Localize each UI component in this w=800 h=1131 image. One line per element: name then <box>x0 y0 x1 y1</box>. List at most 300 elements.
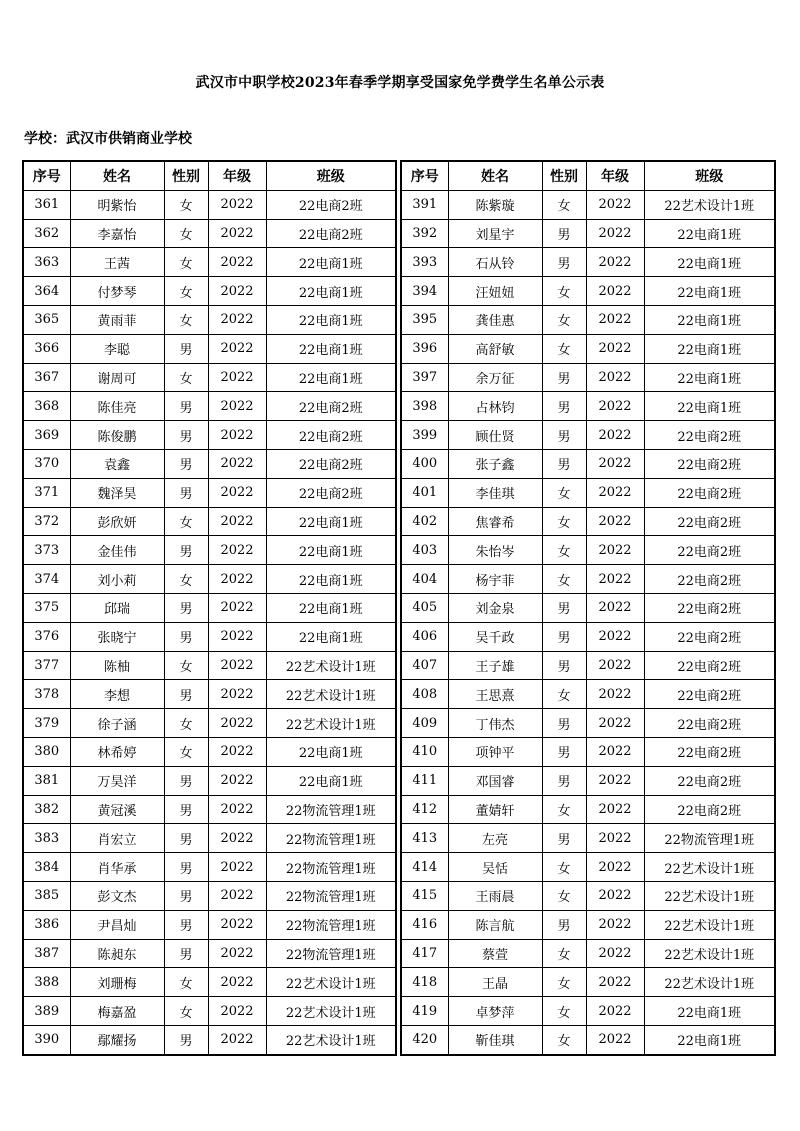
cell-class: 22艺术设计1班 <box>266 997 396 1026</box>
cell-name: 占林钧 <box>448 392 542 421</box>
table-row <box>23 248 396 277</box>
cell-gender: 男 <box>164 622 208 651</box>
cell-grade: 2022 <box>208 795 266 824</box>
cell-number: 417 <box>401 939 448 968</box>
student-table-left <box>22 160 397 1056</box>
cell-grade: 2022 <box>586 709 644 738</box>
cell-name: 明紫怡 <box>70 190 164 219</box>
cell-name: 杨宇菲 <box>448 565 542 594</box>
cell-name: 吴恬 <box>448 853 542 882</box>
cell-class: 22艺术设计1班 <box>266 968 396 997</box>
cell-grade: 2022 <box>586 305 644 334</box>
cell-name: 梅嘉盈 <box>70 997 164 1026</box>
cell-gender: 女 <box>542 881 586 910</box>
table-row <box>401 449 775 478</box>
table-row <box>401 507 775 536</box>
cell-gender: 女 <box>542 565 586 594</box>
cell-gender: 男 <box>164 593 208 622</box>
cell-name: 李聪 <box>70 334 164 363</box>
cell-grade: 2022 <box>208 997 266 1026</box>
cell-grade: 2022 <box>208 536 266 565</box>
table-row <box>401 795 775 824</box>
cell-grade: 2022 <box>208 219 266 248</box>
cell-grade: 2022 <box>586 190 644 219</box>
cell-name: 顾仕贤 <box>448 421 542 450</box>
table-row <box>23 565 396 594</box>
cell-name: 王子雄 <box>448 651 542 680</box>
cell-gender: 女 <box>542 277 586 306</box>
cell-name: 陈言航 <box>448 910 542 939</box>
cell-name: 彭欣妍 <box>70 507 164 536</box>
table-row <box>23 910 396 939</box>
cell-name: 魏泽昊 <box>70 478 164 507</box>
cell-name: 左亮 <box>448 824 542 853</box>
cell-class: 22电商2班 <box>644 507 775 536</box>
table-row <box>23 853 396 882</box>
cell-gender: 女 <box>164 363 208 392</box>
cell-name: 丁伟杰 <box>448 709 542 738</box>
cell-gender: 男 <box>164 536 208 565</box>
cell-grade: 2022 <box>586 449 644 478</box>
cell-gender: 女 <box>542 997 586 1026</box>
cell-number: 392 <box>401 219 448 248</box>
cell-name: 余万征 <box>448 363 542 392</box>
cell-grade: 2022 <box>586 536 644 565</box>
table-row <box>23 795 396 824</box>
table-row <box>401 766 775 795</box>
cell-grade: 2022 <box>208 651 266 680</box>
cell-name: 邱瑞 <box>70 593 164 622</box>
cell-gender: 男 <box>164 766 208 795</box>
cell-gender: 男 <box>542 737 586 766</box>
cell-grade: 2022 <box>586 334 644 363</box>
cell-gender: 女 <box>164 709 208 738</box>
table-row <box>401 910 775 939</box>
cell-name: 刘小莉 <box>70 565 164 594</box>
cell-number: 367 <box>23 363 70 392</box>
cell-class: 22艺术设计1班 <box>266 680 396 709</box>
cell-gender: 男 <box>164 334 208 363</box>
cell-gender: 女 <box>164 507 208 536</box>
cell-number: 410 <box>401 737 448 766</box>
table-row <box>401 593 775 622</box>
cell-class: 22艺术设计1班 <box>644 881 775 910</box>
cell-class: 22艺术设计1班 <box>644 968 775 997</box>
cell-class: 22电商1班 <box>266 737 396 766</box>
cell-class: 22电商2班 <box>644 478 775 507</box>
cell-name: 林希婷 <box>70 737 164 766</box>
cell-number: 381 <box>23 766 70 795</box>
header-grade: 年级 <box>208 161 266 190</box>
cell-class: 22电商2班 <box>644 680 775 709</box>
cell-gender: 男 <box>164 478 208 507</box>
cell-name: 卓梦萍 <box>448 997 542 1026</box>
cell-number: 401 <box>401 478 448 507</box>
cell-class: 22物流管理1班 <box>266 853 396 882</box>
table-row <box>401 997 775 1026</box>
cell-gender: 男 <box>542 910 586 939</box>
table-row <box>23 421 396 450</box>
cell-name: 黄冠溪 <box>70 795 164 824</box>
table-row <box>23 536 396 565</box>
cell-name: 陈柚 <box>70 651 164 680</box>
header-row <box>401 161 775 190</box>
cell-grade: 2022 <box>208 305 266 334</box>
cell-number: 378 <box>23 680 70 709</box>
cell-gender: 女 <box>164 737 208 766</box>
cell-name: 汪妞妞 <box>448 277 542 306</box>
table-row <box>23 737 396 766</box>
table-row <box>23 622 396 651</box>
cell-grade: 2022 <box>208 190 266 219</box>
cell-number: 420 <box>401 1025 448 1054</box>
header-name: 姓名 <box>448 161 542 190</box>
cell-grade: 2022 <box>586 421 644 450</box>
cell-name: 王晶 <box>448 968 542 997</box>
table-row <box>401 277 775 306</box>
cell-number: 394 <box>401 277 448 306</box>
cell-number: 398 <box>401 392 448 421</box>
cell-name: 朱怡岑 <box>448 536 542 565</box>
cell-class: 22艺术设计1班 <box>266 651 396 680</box>
cell-class: 22艺术设计1班 <box>266 1025 396 1054</box>
cell-gender: 男 <box>542 248 586 277</box>
table-row <box>23 824 396 853</box>
cell-class: 22电商2班 <box>266 219 396 248</box>
cell-grade: 2022 <box>208 565 266 594</box>
cell-name: 王雨晨 <box>448 881 542 910</box>
table-row <box>23 939 396 968</box>
header-name: 姓名 <box>70 161 164 190</box>
cell-name: 邓国睿 <box>448 766 542 795</box>
cell-class: 22电商1班 <box>266 277 396 306</box>
cell-number: 379 <box>23 709 70 738</box>
cell-number: 373 <box>23 536 70 565</box>
cell-grade: 2022 <box>586 968 644 997</box>
cell-grade: 2022 <box>208 737 266 766</box>
cell-name: 刘金泉 <box>448 593 542 622</box>
cell-grade: 2022 <box>586 853 644 882</box>
page-title: 武汉市中职学校2023年春季学期享受国家免学费学生名单公示表 <box>195 75 605 91</box>
table-row <box>23 593 396 622</box>
header-gender: 性别 <box>542 161 586 190</box>
cell-number: 407 <box>401 651 448 680</box>
cell-class: 22物流管理1班 <box>266 824 396 853</box>
student-table-right <box>400 160 776 1056</box>
table-row <box>401 305 775 334</box>
cell-grade: 2022 <box>208 824 266 853</box>
cell-grade: 2022 <box>208 449 266 478</box>
cell-name: 李嘉怡 <box>70 219 164 248</box>
table-row <box>401 392 775 421</box>
cell-class: 22电商2班 <box>266 449 396 478</box>
cell-class: 22电商1班 <box>266 334 396 363</box>
cell-grade: 2022 <box>208 853 266 882</box>
cell-gender: 女 <box>542 536 586 565</box>
cell-name: 付梦琴 <box>70 277 164 306</box>
table-row <box>401 190 775 219</box>
table-row <box>401 680 775 709</box>
cell-gender: 男 <box>542 651 586 680</box>
cell-number: 391 <box>401 190 448 219</box>
cell-class: 22电商2班 <box>644 565 775 594</box>
cell-gender: 男 <box>164 392 208 421</box>
header-gender: 性别 <box>164 161 208 190</box>
cell-grade: 2022 <box>208 593 266 622</box>
header-number: 序号 <box>401 161 448 190</box>
table-row <box>401 853 775 882</box>
cell-grade: 2022 <box>208 392 266 421</box>
cell-grade: 2022 <box>208 910 266 939</box>
cell-grade: 2022 <box>208 622 266 651</box>
table-row <box>401 622 775 651</box>
cell-name: 陈紫璇 <box>448 190 542 219</box>
cell-grade: 2022 <box>586 392 644 421</box>
cell-gender: 男 <box>164 853 208 882</box>
cell-number: 388 <box>23 968 70 997</box>
cell-number: 399 <box>401 421 448 450</box>
cell-class: 22艺术设计1班 <box>644 190 775 219</box>
cell-number: 414 <box>401 853 448 882</box>
header-class: 班级 <box>266 161 396 190</box>
cell-name: 彭文杰 <box>70 881 164 910</box>
cell-name: 靳佳琪 <box>448 1025 542 1054</box>
cell-name: 石从铃 <box>448 248 542 277</box>
table-row <box>401 536 775 565</box>
cell-grade: 2022 <box>208 277 266 306</box>
cell-number: 361 <box>23 190 70 219</box>
table-row <box>401 248 775 277</box>
header-row <box>23 161 396 190</box>
cell-class: 22物流管理1班 <box>644 824 775 853</box>
cell-grade: 2022 <box>586 478 644 507</box>
cell-class: 22电商1班 <box>266 248 396 277</box>
cell-gender: 男 <box>164 910 208 939</box>
cell-class: 22电商1班 <box>266 565 396 594</box>
cell-class: 22电商1班 <box>644 334 775 363</box>
cell-grade: 2022 <box>208 680 266 709</box>
table-row <box>23 478 396 507</box>
table-row <box>23 507 396 536</box>
cell-number: 387 <box>23 939 70 968</box>
cell-gender: 男 <box>164 421 208 450</box>
cell-class: 22艺术设计1班 <box>644 939 775 968</box>
cell-class: 22电商1班 <box>266 363 396 392</box>
table-row <box>23 305 396 334</box>
cell-name: 刘星宇 <box>448 219 542 248</box>
cell-class: 22电商1班 <box>644 305 775 334</box>
cell-name: 李佳琪 <box>448 478 542 507</box>
cell-number: 419 <box>401 997 448 1026</box>
cell-name: 万昊洋 <box>70 766 164 795</box>
cell-class: 22电商2班 <box>644 709 775 738</box>
cell-gender: 女 <box>542 968 586 997</box>
table-row <box>23 449 396 478</box>
cell-gender: 男 <box>542 593 586 622</box>
cell-class: 22电商2班 <box>644 593 775 622</box>
cell-name: 鄢耀扬 <box>70 1025 164 1054</box>
cell-grade: 2022 <box>208 881 266 910</box>
cell-grade: 2022 <box>586 1025 644 1054</box>
table-row <box>401 565 775 594</box>
cell-number: 418 <box>401 968 448 997</box>
cell-gender: 男 <box>542 392 586 421</box>
cell-gender: 女 <box>542 507 586 536</box>
table-row <box>401 709 775 738</box>
header-class: 班级 <box>644 161 775 190</box>
table-row <box>23 651 396 680</box>
cell-class: 22物流管理1班 <box>266 795 396 824</box>
cell-gender: 男 <box>164 449 208 478</box>
cell-grade: 2022 <box>586 910 644 939</box>
table-row <box>23 997 396 1026</box>
cell-grade: 2022 <box>586 507 644 536</box>
cell-gender: 女 <box>542 305 586 334</box>
cell-grade: 2022 <box>586 277 644 306</box>
cell-name: 项钟平 <box>448 737 542 766</box>
cell-grade: 2022 <box>208 507 266 536</box>
cell-class: 22电商1班 <box>266 536 396 565</box>
cell-number: 411 <box>401 766 448 795</box>
cell-gender: 女 <box>164 651 208 680</box>
header-grade: 年级 <box>586 161 644 190</box>
cell-class: 22电商1班 <box>266 507 396 536</box>
cell-class: 22电商1班 <box>266 766 396 795</box>
table-row <box>23 334 396 363</box>
cell-gender: 女 <box>164 968 208 997</box>
cell-gender: 男 <box>164 680 208 709</box>
cell-gender: 女 <box>164 277 208 306</box>
cell-name: 谢周可 <box>70 363 164 392</box>
cell-grade: 2022 <box>586 737 644 766</box>
table-row <box>401 363 775 392</box>
cell-gender: 男 <box>542 766 586 795</box>
cell-grade: 2022 <box>586 593 644 622</box>
cell-gender: 女 <box>164 219 208 248</box>
cell-grade: 2022 <box>586 651 644 680</box>
table-row <box>23 680 396 709</box>
cell-grade: 2022 <box>208 248 266 277</box>
cell-grade: 2022 <box>208 939 266 968</box>
cell-class: 22电商1班 <box>266 305 396 334</box>
table-row <box>23 277 396 306</box>
cell-gender: 男 <box>542 363 586 392</box>
cell-grade: 2022 <box>208 421 266 450</box>
table-row <box>23 219 396 248</box>
cell-name: 龚佳惠 <box>448 305 542 334</box>
cell-gender: 女 <box>164 565 208 594</box>
cell-name: 李想 <box>70 680 164 709</box>
cell-number: 413 <box>401 824 448 853</box>
table-row <box>23 968 396 997</box>
cell-grade: 2022 <box>208 1025 266 1054</box>
cell-gender: 女 <box>542 680 586 709</box>
table-row <box>401 737 775 766</box>
cell-class: 22电商2班 <box>266 190 396 219</box>
cell-gender: 男 <box>164 1025 208 1054</box>
cell-number: 390 <box>23 1025 70 1054</box>
cell-grade: 2022 <box>586 219 644 248</box>
cell-name: 黄雨菲 <box>70 305 164 334</box>
cell-gender: 女 <box>542 334 586 363</box>
cell-class: 22电商1班 <box>644 248 775 277</box>
cell-gender: 女 <box>542 853 586 882</box>
cell-name: 徐子涵 <box>70 709 164 738</box>
cell-number: 406 <box>401 622 448 651</box>
cell-number: 408 <box>401 680 448 709</box>
cell-class: 22艺术设计1班 <box>644 853 775 882</box>
cell-number: 400 <box>401 449 448 478</box>
table-row <box>23 881 396 910</box>
cell-gender: 男 <box>542 709 586 738</box>
cell-grade: 2022 <box>586 795 644 824</box>
cell-class: 22物流管理1班 <box>266 881 396 910</box>
cell-class: 22电商1班 <box>644 997 775 1026</box>
cell-name: 焦睿希 <box>448 507 542 536</box>
cell-gender: 女 <box>164 190 208 219</box>
cell-grade: 2022 <box>586 766 644 795</box>
cell-number: 386 <box>23 910 70 939</box>
cell-number: 370 <box>23 449 70 478</box>
cell-gender: 男 <box>164 824 208 853</box>
school-label: 学校：武汉市供销商业学校 <box>24 131 192 147</box>
cell-class: 22电商2班 <box>266 392 396 421</box>
cell-grade: 2022 <box>208 334 266 363</box>
cell-gender: 男 <box>542 421 586 450</box>
table-row <box>401 881 775 910</box>
cell-name: 金佳伟 <box>70 536 164 565</box>
cell-name: 张晓宁 <box>70 622 164 651</box>
cell-class: 22电商1班 <box>266 593 396 622</box>
cell-name: 吴千政 <box>448 622 542 651</box>
cell-number: 395 <box>401 305 448 334</box>
table-row <box>23 766 396 795</box>
cell-name: 蔡萱 <box>448 939 542 968</box>
table-row <box>401 219 775 248</box>
cell-class: 22电商1班 <box>644 392 775 421</box>
cell-number: 416 <box>401 910 448 939</box>
cell-name: 陈俊鹏 <box>70 421 164 450</box>
cell-number: 368 <box>23 392 70 421</box>
cell-grade: 2022 <box>586 881 644 910</box>
cell-number: 404 <box>401 565 448 594</box>
cell-gender: 男 <box>164 939 208 968</box>
cell-number: 393 <box>401 248 448 277</box>
cell-name: 陈昶东 <box>70 939 164 968</box>
cell-class: 22电商1班 <box>644 1025 775 1054</box>
cell-number: 374 <box>23 565 70 594</box>
cell-class: 22电商2班 <box>644 622 775 651</box>
cell-grade: 2022 <box>208 709 266 738</box>
cell-grade: 2022 <box>586 363 644 392</box>
cell-class: 22电商2班 <box>644 421 775 450</box>
cell-class: 22电商2班 <box>644 737 775 766</box>
cell-name: 袁鑫 <box>70 449 164 478</box>
cell-grade: 2022 <box>586 248 644 277</box>
cell-class: 22电商2班 <box>644 651 775 680</box>
cell-grade: 2022 <box>208 478 266 507</box>
cell-number: 409 <box>401 709 448 738</box>
cell-grade: 2022 <box>208 968 266 997</box>
cell-grade: 2022 <box>586 997 644 1026</box>
cell-gender: 男 <box>542 824 586 853</box>
cell-name: 董婧轩 <box>448 795 542 824</box>
table-row <box>401 939 775 968</box>
table-row <box>23 190 396 219</box>
cell-name: 肖宏立 <box>70 824 164 853</box>
cell-number: 371 <box>23 478 70 507</box>
cell-gender: 女 <box>164 997 208 1026</box>
